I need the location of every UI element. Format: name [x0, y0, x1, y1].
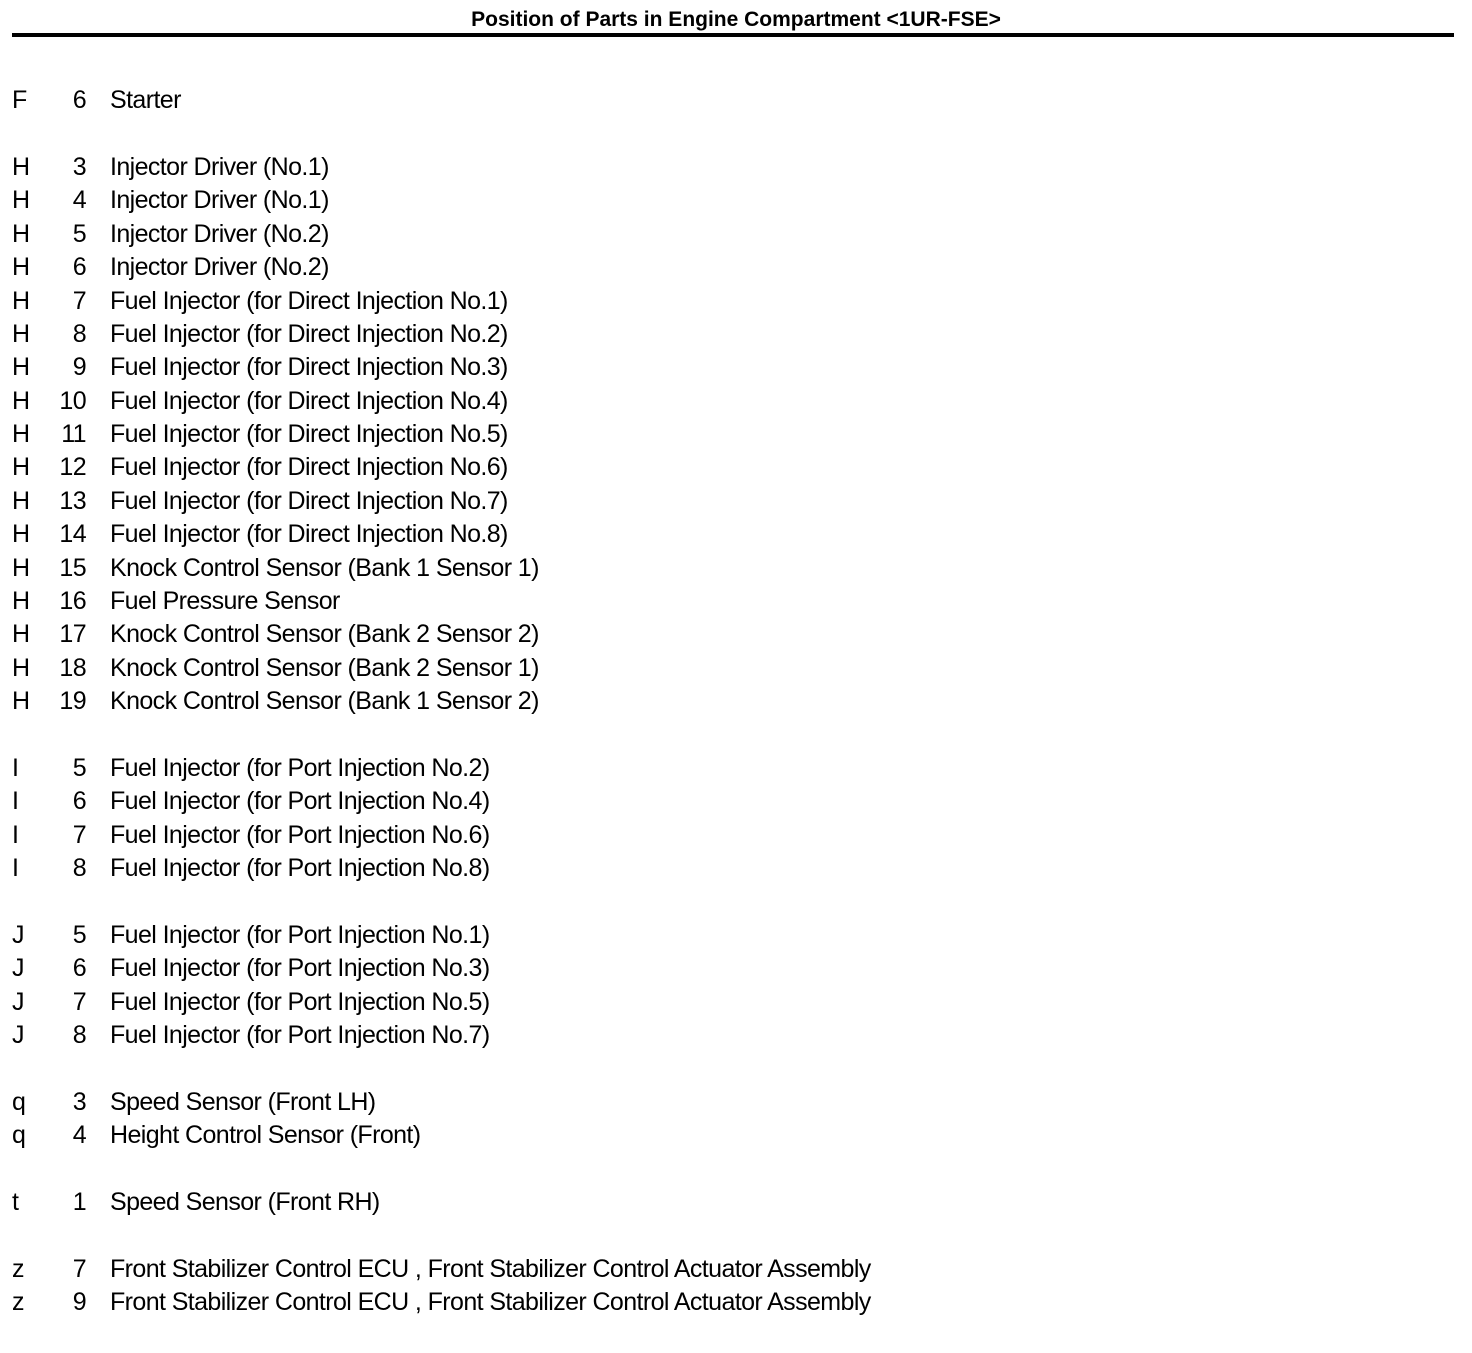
part-row — [0, 251, 1472, 284]
part-row — [0, 218, 1472, 251]
connector-number: 4 — [72, 186, 86, 215]
connector-number: 9 — [72, 1288, 86, 1317]
part-name: Fuel Injector (for Port Injection No.1) — [110, 920, 490, 949]
connector-number: 19 — [59, 687, 86, 716]
connector-code: J — [12, 954, 24, 983]
part-row — [0, 418, 1472, 451]
part-row — [0, 351, 1472, 384]
connector-number: 1 — [72, 1188, 86, 1217]
connector-code: H — [12, 253, 30, 282]
part-row — [0, 284, 1472, 317]
connector-number: 8 — [72, 854, 86, 883]
connector-number: 6 — [72, 253, 86, 282]
connector-number: 4 — [72, 1121, 86, 1150]
part-name: Fuel Injector (for Port Injection No.8) — [110, 854, 490, 883]
part-group — [0, 151, 1472, 719]
connector-code: H — [12, 486, 30, 515]
part-name: Injector Driver (No.1) — [110, 186, 329, 215]
part-row — [0, 485, 1472, 518]
part-name: Speed Sensor (Front RH) — [110, 1188, 380, 1217]
part-name: Fuel Injector (for Port Injection No.6) — [110, 820, 490, 849]
part-row — [0, 1286, 1472, 1319]
connector-code: z — [12, 1288, 24, 1317]
connector-number: 5 — [72, 920, 86, 949]
connector-number: 16 — [59, 587, 86, 616]
connector-number: 5 — [72, 754, 86, 782]
part-row — [0, 919, 1472, 952]
part-row — [0, 1019, 1472, 1052]
part-name: Injector Driver (No.2) — [110, 253, 329, 282]
connector-code: H — [12, 553, 30, 582]
connector-code: J — [12, 920, 24, 949]
part-row — [0, 652, 1472, 685]
connector-code: H — [12, 520, 30, 549]
connector-code: I — [12, 787, 19, 816]
part-group — [0, 1186, 1472, 1219]
part-group — [0, 1253, 1472, 1320]
connector-number: 15 — [59, 553, 86, 582]
connector-number: 6 — [72, 787, 86, 816]
connector-code: J — [12, 987, 24, 1016]
part-row — [0, 986, 1472, 1019]
connector-code: z — [12, 1254, 24, 1283]
connector-code: I — [12, 854, 19, 883]
connector-code: H — [12, 587, 30, 616]
part-row — [0, 1253, 1472, 1286]
connector-code: F — [12, 86, 27, 115]
part-row — [0, 1119, 1472, 1152]
part-name: Fuel Injector (for Direct Injection No.1) — [110, 286, 508, 315]
connector-number: 11 — [61, 420, 86, 449]
connector-number: 17 — [59, 620, 86, 649]
part-name: Fuel Injector (for Direct Injection No.5) — [110, 420, 508, 449]
part-row — [0, 785, 1472, 818]
part-row — [0, 1086, 1472, 1119]
part-row — [0, 518, 1472, 551]
connector-code: H — [12, 687, 30, 716]
part-row — [0, 184, 1472, 217]
connector-number: 18 — [59, 653, 86, 682]
part-name: Injector Driver (No.2) — [110, 219, 329, 248]
connector-number: 3 — [72, 1087, 86, 1116]
part-name: Fuel Injector (for Direct Injection No.3) — [110, 353, 508, 382]
part-name: Knock Control Sensor (Bank 2 Sensor 2) — [110, 620, 539, 649]
part-row — [0, 852, 1472, 885]
connector-code: H — [12, 620, 30, 649]
part-name: Speed Sensor (Front LH) — [110, 1087, 376, 1116]
connector-code: H — [12, 319, 30, 348]
part-row — [0, 385, 1472, 418]
part-row — [0, 752, 1472, 785]
part-name: Front Stabilizer Control ECU , Front Stabilizer Control Actuator Assembly — [110, 1288, 871, 1317]
page-title: Position of Parts in Engine Compartment <1UR-FSE> — [471, 8, 1001, 31]
part-name: Fuel Injector (for Direct Injection No.6) — [110, 453, 508, 482]
part-name: Knock Control Sensor (Bank 1 Sensor 1) — [110, 553, 539, 582]
title-divider — [12, 33, 1454, 37]
part-name: Fuel Pressure Sensor — [110, 587, 340, 616]
connector-code: H — [12, 653, 30, 682]
part-row — [0, 451, 1472, 484]
part-row — [0, 585, 1472, 618]
connector-number: 5 — [72, 219, 86, 248]
part-group — [0, 1086, 1472, 1153]
connector-number: 8 — [72, 1021, 86, 1050]
part-name: Starter — [110, 86, 181, 115]
part-row — [0, 952, 1472, 985]
part-row — [0, 685, 1472, 718]
connector-code: H — [12, 386, 30, 415]
part-group — [0, 752, 1472, 886]
part-row — [0, 618, 1472, 651]
part-row — [0, 1186, 1472, 1219]
connector-number: 7 — [72, 286, 86, 315]
part-row — [0, 84, 1472, 117]
part-name: Knock Control Sensor (Bank 2 Sensor 1) — [110, 653, 539, 682]
part-group — [0, 919, 1472, 1053]
connector-number: 6 — [72, 954, 86, 983]
connector-number: 7 — [72, 820, 86, 849]
connector-number: 10 — [59, 386, 86, 415]
connector-code: q — [12, 1121, 26, 1150]
part-name: Fuel Injector (for Direct Injection No.2) — [110, 319, 508, 348]
part-name: Injector Driver (No.1) — [110, 152, 329, 181]
part-name: Fuel Injector (for Port Injection No.2) — [110, 754, 490, 782]
part-name: Height Control Sensor (Front) — [110, 1121, 421, 1150]
part-row — [0, 819, 1472, 852]
connector-code: H — [12, 286, 30, 315]
part-row — [0, 318, 1472, 351]
connector-code: q — [12, 1087, 26, 1116]
part-name: Fuel Injector (for Port Injection No.5) — [110, 987, 490, 1016]
connector-code: t — [12, 1188, 19, 1217]
part-name: Knock Control Sensor (Bank 1 Sensor 2) — [110, 687, 539, 716]
connector-number: 6 — [72, 86, 86, 115]
connector-number: 14 — [59, 520, 86, 549]
part-name: Fuel Injector (for Port Injection No.3) — [110, 954, 490, 983]
part-name: Fuel Injector (for Direct Injection No.7) — [110, 486, 508, 515]
part-group — [0, 84, 1472, 117]
part-row — [0, 551, 1472, 584]
connector-number: 8 — [72, 319, 86, 348]
connector-code: H — [12, 453, 30, 482]
part-name: Fuel Injector (for Direct Injection No.8) — [110, 520, 508, 549]
connector-number: 3 — [72, 152, 86, 181]
part-row — [0, 151, 1472, 184]
part-name: Front Stabilizer Control ECU , Front Stabilizer Control Actuator Assembly — [110, 1254, 871, 1283]
connector-code: H — [12, 420, 30, 449]
connector-code: J — [12, 1021, 24, 1050]
parts-list — [0, 84, 1472, 1353]
connector-code: I — [12, 820, 19, 849]
connector-number: 13 — [59, 486, 86, 515]
connector-code: H — [12, 152, 30, 181]
part-name: Fuel Injector (for Port Injection No.4) — [110, 787, 490, 816]
part-name: Fuel Injector (for Direct Injection No.4) — [110, 386, 508, 415]
connector-code: H — [12, 353, 30, 382]
connector-number: 9 — [72, 353, 86, 382]
connector-code: H — [12, 186, 30, 215]
connector-number: 7 — [72, 987, 86, 1016]
connector-number: 12 — [59, 453, 86, 482]
part-name: Fuel Injector (for Port Injection No.7) — [110, 1021, 490, 1050]
connector-number: 7 — [72, 1254, 86, 1283]
connector-code: H — [12, 219, 30, 248]
connector-code: I — [12, 754, 19, 782]
